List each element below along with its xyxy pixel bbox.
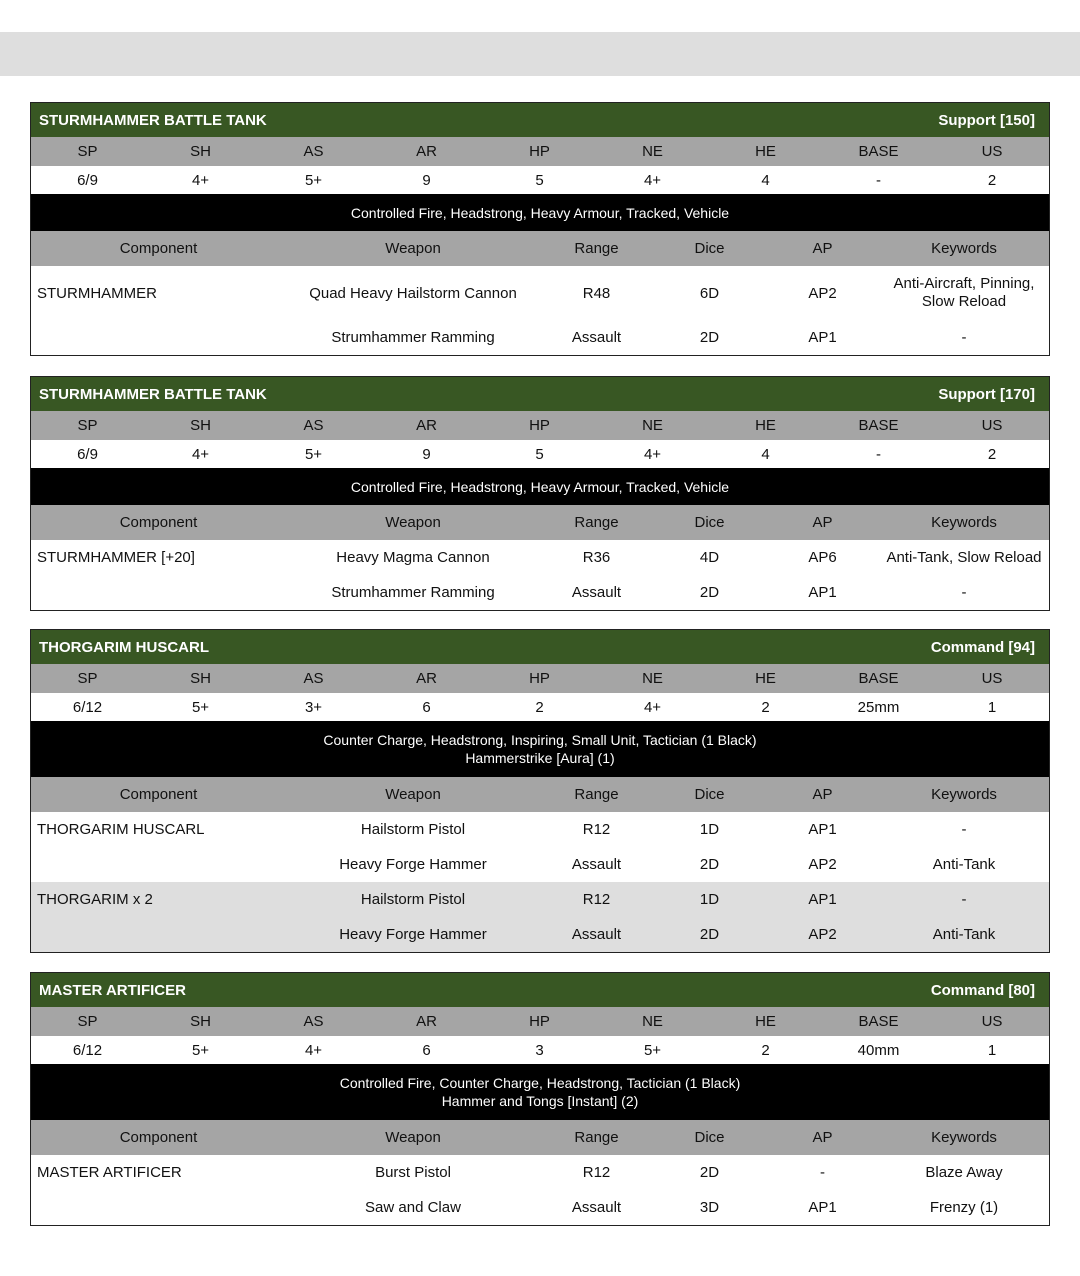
- weapon-dice: 4D: [699, 549, 720, 566]
- weapon-keywords: Anti-Tank: [932, 855, 996, 873]
- weapon-component: [31, 1190, 286, 1225]
- special-rules-line: Controlled Fire, Headstrong, Heavy Armour, Tracked, Vehicle: [350, 478, 730, 495]
- weapon-keywords: -: [961, 890, 967, 908]
- weapon-name: Hailstorm Pistol: [360, 821, 466, 838]
- weapon-row: [31, 1190, 1049, 1225]
- stat-header: SH: [190, 670, 211, 687]
- weapon-row: [31, 540, 1049, 575]
- weapon-range: R12: [582, 891, 611, 908]
- stat-value: -: [876, 445, 881, 463]
- weapon-name: Strumhammer Ramming: [331, 329, 495, 346]
- weapon-header: Range: [574, 1129, 619, 1146]
- unit-card-sturmhammer-150: [30, 102, 1050, 356]
- stat-header: NE: [642, 143, 663, 160]
- weapon-range: Assault: [571, 1199, 622, 1216]
- unit-card-master-artificer: [30, 972, 1050, 1226]
- weapon-row: [31, 917, 1049, 952]
- stat-value: 2: [761, 698, 770, 716]
- special-rules: [31, 1064, 1049, 1120]
- weapon-header: Range: [574, 514, 619, 531]
- stat-header: NE: [642, 417, 663, 434]
- weapon-ap: AP2: [808, 856, 837, 873]
- weapon-header: Weapon: [385, 240, 441, 257]
- stat-header: HP: [529, 670, 550, 687]
- weapon-name: Hailstorm Pistol: [360, 891, 466, 908]
- weapon-range: Assault: [571, 926, 622, 943]
- stat-value: 5+: [304, 445, 323, 463]
- weapon-component: [31, 575, 286, 610]
- stat-value: 1: [987, 1041, 997, 1059]
- weapon-component: [31, 847, 286, 882]
- stat-value: 2: [761, 1041, 770, 1059]
- weapon-header: AP: [812, 786, 833, 803]
- unit-name: STURMHAMMER BATTLE TANK: [39, 385, 267, 403]
- stat-value: 40mm: [857, 1041, 900, 1059]
- stat-value: 6: [422, 698, 431, 716]
- stat-header: US: [981, 417, 1003, 434]
- special-rules-line: Hammerstrike [Aura] (1): [465, 750, 615, 766]
- stat-value: 4: [761, 445, 770, 463]
- stat-value: 3: [535, 1041, 544, 1059]
- stat-header: HP: [529, 1013, 550, 1030]
- stat-header: HE: [755, 670, 776, 687]
- weapon-header: Keywords: [931, 514, 997, 531]
- weapon-range: Assault: [571, 856, 622, 873]
- stat-header: SP: [77, 1013, 98, 1030]
- stat-header: NE: [642, 670, 663, 687]
- unit-title-bar: [31, 377, 1049, 411]
- unit-cost: Support [170]: [938, 385, 1035, 403]
- stat-header: SP: [77, 417, 98, 434]
- weapon-row: [31, 266, 1049, 320]
- weapon-range: R12: [582, 1164, 611, 1181]
- stat-header: US: [981, 1013, 1003, 1030]
- special-rules: [31, 468, 1049, 505]
- keyword-line: Anti-Aircraft, Pinning,: [893, 275, 1035, 292]
- stat-header: SH: [190, 417, 211, 434]
- unit-cost: Support [150]: [938, 111, 1035, 129]
- stat-header-row: [31, 411, 1049, 440]
- unit-title-bar: [31, 103, 1049, 137]
- special-rules-line: Hammer and Tongs [Instant] (2): [441, 1093, 639, 1109]
- unit-cost: Command [80]: [930, 981, 1035, 999]
- stat-header: SH: [190, 1013, 211, 1030]
- weapon-range: R36: [582, 549, 611, 566]
- stat-value: 5+: [191, 698, 210, 716]
- weapon-dice: 1D: [699, 821, 720, 838]
- stat-value: 9: [422, 445, 431, 463]
- unit-title-bar: [31, 630, 1049, 664]
- weapon-header-row: [31, 231, 1049, 266]
- stat-value: 5: [535, 445, 544, 463]
- stat-header: US: [981, 670, 1003, 687]
- stat-header: BASE: [858, 417, 899, 434]
- stat-value: 4+: [191, 171, 210, 189]
- stat-header: BASE: [858, 670, 899, 687]
- stat-value: 4+: [643, 698, 662, 716]
- stat-header: BASE: [858, 143, 899, 160]
- stat-header: AS: [303, 417, 324, 434]
- stat-value-row: [31, 1036, 1049, 1064]
- weapon-ap: AP1: [808, 821, 837, 838]
- weapon-name: Saw and Claw: [365, 1199, 461, 1216]
- stat-value: 4+: [643, 445, 662, 463]
- stat-value: 25mm: [857, 698, 900, 716]
- weapon-ap: AP2: [808, 926, 837, 943]
- weapon-name: Strumhammer Ramming: [331, 584, 495, 601]
- stat-value: 4: [761, 171, 770, 189]
- weapon-name: Heavy Magma Cannon: [336, 549, 490, 566]
- weapon-dice: 2D: [699, 1164, 720, 1181]
- stat-value: 5+: [191, 1041, 210, 1059]
- stat-value: 6/12: [72, 698, 103, 716]
- stat-header: AR: [416, 670, 437, 687]
- stat-value: 6/9: [77, 445, 98, 463]
- weapon-name: Quad Heavy Hailstorm Cannon: [309, 284, 517, 302]
- weapon-dice: 2D: [699, 329, 720, 346]
- unit-card-sturmhammer-170: [30, 376, 1050, 611]
- stat-header: SP: [77, 143, 98, 160]
- weapon-dice: 1D: [699, 891, 720, 908]
- weapon-dice: 6D: [699, 284, 720, 302]
- stat-header: NE: [642, 1013, 663, 1030]
- unit-cost: Command [94]: [930, 638, 1035, 656]
- weapon-header: AP: [812, 240, 833, 257]
- weapon-keywords: Frenzy (1): [929, 1198, 999, 1216]
- stat-header: HE: [755, 143, 776, 160]
- stat-value: 2: [987, 445, 997, 463]
- weapon-header: Keywords: [931, 1129, 997, 1146]
- stat-value-row: [31, 166, 1049, 194]
- stat-value: 6/12: [72, 1041, 103, 1059]
- weapon-header: Keywords: [931, 786, 997, 803]
- weapon-row: [31, 1155, 1049, 1190]
- stat-header: HP: [529, 143, 550, 160]
- weapon-header: Dice: [694, 786, 725, 803]
- stat-value: 4+: [191, 445, 210, 463]
- weapon-component: [31, 320, 286, 355]
- weapon-row: [31, 882, 1049, 917]
- stat-value: 6/9: [77, 171, 98, 189]
- weapon-header: Component: [119, 786, 198, 803]
- weapon-component: STURMHAMMER [+20]: [37, 549, 195, 566]
- weapon-ap: AP1: [808, 891, 837, 908]
- weapon-range: R48: [582, 284, 611, 302]
- stat-value: 5+: [643, 1041, 662, 1059]
- weapon-dice: 2D: [699, 584, 720, 601]
- weapon-range: Assault: [571, 329, 622, 346]
- stat-value: 3+: [304, 698, 323, 716]
- weapon-ap: AP6: [808, 549, 837, 566]
- weapon-keywords: -: [961, 820, 967, 838]
- weapon-keywords: -: [961, 328, 967, 346]
- stat-header: SP: [77, 670, 98, 687]
- special-rules-line: Controlled Fire, Headstrong, Heavy Armour, Tracked, Vehicle: [350, 204, 730, 221]
- header-band: [0, 32, 1080, 76]
- weapon-header-row: [31, 777, 1049, 812]
- weapon-row: [31, 575, 1049, 610]
- weapon-header: Dice: [694, 514, 725, 531]
- weapon-range: Assault: [571, 584, 622, 601]
- stat-value: 5+: [304, 171, 323, 189]
- special-rules-line: Controlled Fire, Counter Charge, Headstrong, Tactician (1 Black): [339, 1075, 741, 1091]
- weapon-header-row: [31, 505, 1049, 540]
- weapon-header: Weapon: [385, 514, 441, 531]
- stat-header-row: [31, 664, 1049, 693]
- weapon-keywords: Anti-Tank: [932, 925, 996, 943]
- weapon-component: STURMHAMMER: [37, 284, 157, 302]
- weapon-header: Range: [574, 240, 619, 257]
- weapon-header-row: [31, 1120, 1049, 1155]
- stat-header: HE: [755, 1013, 776, 1030]
- weapon-component: THORGARIM x 2: [37, 891, 153, 908]
- unit-title-bar: [31, 973, 1049, 1007]
- stat-header: AR: [416, 417, 437, 434]
- weapon-component: [31, 917, 286, 952]
- weapon-row: [31, 847, 1049, 882]
- stat-header: AS: [303, 670, 324, 687]
- weapon-header: Component: [119, 240, 198, 257]
- stat-header: AR: [416, 143, 437, 160]
- weapon-dice: 2D: [699, 926, 720, 943]
- weapon-dice: 3D: [699, 1199, 720, 1216]
- keyword-line: Slow Reload: [921, 293, 1007, 310]
- weapon-ap: AP1: [808, 584, 837, 601]
- stat-header: BASE: [858, 1013, 899, 1030]
- weapon-name: Burst Pistol: [375, 1164, 451, 1181]
- weapon-row: [31, 812, 1049, 847]
- weapon-header: AP: [812, 1129, 833, 1146]
- stat-value: 4+: [304, 1041, 323, 1059]
- weapon-keywords: Anti-Tank, Slow Reload: [886, 548, 1042, 566]
- special-rules: [31, 721, 1049, 777]
- weapon-ap: -: [820, 1164, 825, 1181]
- weapon-component: MASTER ARTIFICER: [37, 1164, 182, 1181]
- weapon-header: Keywords: [931, 240, 997, 257]
- weapon-keywords: Blaze Away: [925, 1163, 1003, 1181]
- special-rules-line: Counter Charge, Headstrong, Inspiring, Small Unit, Tactician (1 Black): [323, 732, 757, 748]
- stat-value: 2: [987, 171, 997, 189]
- weapon-dice: 2D: [699, 856, 720, 873]
- weapon-component: THORGARIM HUSCARL: [37, 821, 205, 838]
- stat-value-row: [31, 693, 1049, 721]
- unit-name: STURMHAMMER BATTLE TANK: [39, 111, 267, 129]
- weapon-name: Heavy Forge Hammer: [339, 926, 487, 943]
- stat-header: AS: [303, 143, 324, 160]
- stat-header: US: [981, 143, 1003, 160]
- weapon-header: Component: [119, 514, 198, 531]
- stat-value: 9: [422, 171, 431, 189]
- weapon-range: R12: [582, 821, 611, 838]
- stat-value: 5: [535, 171, 544, 189]
- unit-name: THORGARIM HUSCARL: [39, 638, 209, 656]
- weapon-ap: AP1: [808, 1199, 837, 1216]
- stat-value: 6: [422, 1041, 431, 1059]
- stat-header: AS: [303, 1013, 324, 1030]
- stat-value-row: [31, 440, 1049, 468]
- weapon-name: Heavy Forge Hammer: [339, 856, 487, 873]
- special-rules: [31, 194, 1049, 231]
- weapon-header: Dice: [694, 1129, 725, 1146]
- weapon-header: Range: [574, 786, 619, 803]
- stat-value: -: [876, 171, 881, 189]
- stat-header-row: [31, 137, 1049, 166]
- stat-value: 2: [535, 698, 544, 716]
- stat-header: AR: [416, 1013, 437, 1030]
- weapon-header: Component: [119, 1129, 198, 1146]
- stat-value: 4+: [643, 171, 662, 189]
- stat-header: SH: [190, 143, 211, 160]
- unit-card-thorgarim-huscarl: [30, 629, 1050, 953]
- weapon-header: Weapon: [385, 786, 441, 803]
- stat-header-row: [31, 1007, 1049, 1036]
- weapon-header: Weapon: [385, 1129, 441, 1146]
- weapon-ap: AP2: [808, 284, 837, 302]
- stat-header: HE: [755, 417, 776, 434]
- stat-value: 1: [987, 698, 997, 716]
- weapon-row: [31, 320, 1049, 355]
- weapon-keywords: [879, 266, 1049, 320]
- weapon-header: AP: [812, 514, 833, 531]
- unit-name: MASTER ARTIFICER: [39, 981, 186, 999]
- weapon-ap: AP1: [808, 329, 837, 346]
- weapon-header: Dice: [694, 240, 725, 257]
- weapon-keywords: -: [961, 583, 967, 601]
- stat-header: HP: [529, 417, 550, 434]
